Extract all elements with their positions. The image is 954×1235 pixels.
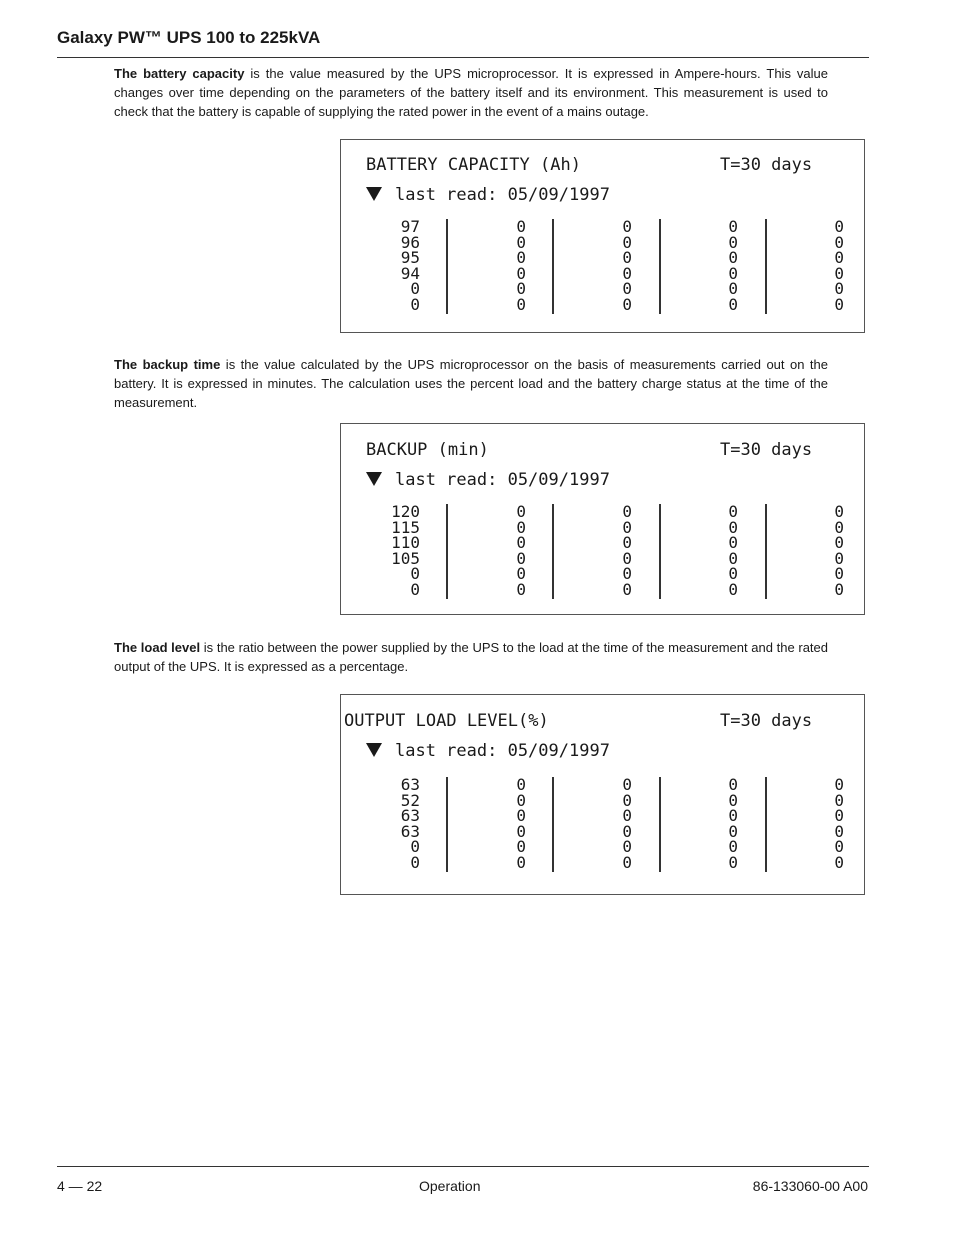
data-cell: 0 — [834, 564, 844, 583]
data-cell: 0 — [622, 248, 632, 267]
data-cell: 0 — [516, 821, 526, 841]
data-cell: 0 — [622, 790, 632, 810]
data-cell: 0 — [622, 279, 632, 298]
column-separator — [765, 777, 767, 872]
battery-capacity-panel — [340, 139, 865, 333]
data-cell: 0 — [622, 294, 632, 314]
data-cell: 0 — [834, 248, 844, 267]
data-column-5 — [804, 504, 844, 597]
data-cell: 0 — [834, 821, 844, 841]
data-cell: 0 — [728, 564, 738, 583]
data-cell: 0 — [834, 852, 844, 872]
data-cell: 0 — [516, 790, 526, 810]
data-cell: 0 — [622, 564, 632, 583]
column-separator — [446, 777, 448, 872]
data-cell: 0 — [728, 806, 738, 825]
data-cell: 0 — [834, 502, 844, 521]
data-cell: 0 — [622, 232, 632, 252]
data-cell: 0 — [728, 294, 738, 314]
data-cell: 0 — [410, 852, 420, 872]
data-cell: 0 — [834, 533, 844, 552]
data-cell: 52 — [400, 790, 420, 810]
data-cell: 0 — [834, 790, 844, 810]
load-level-paragraph — [114, 638, 828, 676]
down-triangle-icon — [366, 472, 382, 486]
data-cell: 0 — [728, 579, 738, 599]
paragraph-term: The backup time — [114, 357, 221, 372]
data-cell: 0 — [834, 232, 844, 252]
data-cell: 0 — [728, 232, 738, 252]
data-column-2 — [486, 504, 526, 597]
data-cell: 0 — [516, 548, 526, 568]
data-cell: 0 — [728, 837, 738, 856]
data-cell: 0 — [410, 564, 420, 583]
data-cell: 0 — [622, 775, 632, 794]
data-column-2 — [486, 219, 526, 312]
data-cell: 105 — [391, 548, 420, 568]
data-cell: 0 — [516, 564, 526, 583]
data-cell: 0 — [728, 852, 738, 872]
data-cell: 0 — [834, 217, 844, 236]
column-separator — [765, 504, 767, 599]
column-separator — [659, 219, 661, 314]
data-cell: 0 — [728, 533, 738, 552]
panel-period: T=30 days — [720, 711, 813, 731]
data-cell: 0 — [516, 279, 526, 298]
data-cell: 63 — [400, 775, 420, 794]
data-cell: 0 — [622, 548, 632, 568]
data-cell: 63 — [400, 821, 420, 841]
data-cell: 0 — [622, 517, 632, 537]
paragraph-text: is the ratio between the power supplied by the UPS to the load at the time of the measurement and the rated output of the UPS. It is expressed as a percentage. — [114, 640, 829, 674]
data-cell: 0 — [728, 790, 738, 810]
data-cell: 0 — [622, 579, 632, 599]
page-number: 4 — 22 — [57, 1178, 103, 1194]
paragraph-term: The load level — [114, 640, 201, 655]
paragraph-text: is the value measured by the UPS microprocessor. It is expressed in Ampere-hours. This value changes over time depending on the parameters of the battery itself and its environment. This measurement is used to check that the battery is capable of supplying the rated power in the event of a mains outage. — [114, 66, 828, 119]
data-cell: 0 — [516, 232, 526, 252]
document-title: Galaxy PW™ UPS 100 to 225kVA — [57, 28, 321, 47]
data-cell: 110 — [391, 533, 420, 552]
data-cell: 0 — [516, 502, 526, 521]
data-cell: 0 — [834, 775, 844, 794]
data-cell: 0 — [516, 217, 526, 236]
data-cell: 0 — [622, 533, 632, 552]
data-cell: 0 — [410, 294, 420, 314]
data-column-2 — [486, 777, 526, 870]
last-read-text: last read: 05/09/1997 — [395, 470, 610, 490]
data-cell: 0 — [516, 248, 526, 267]
data-cell: 0 — [516, 837, 526, 856]
data-cell: 115 — [391, 517, 420, 537]
data-cell: 0 — [728, 821, 738, 841]
panel-title: BATTERY CAPACITY (Ah) — [366, 155, 581, 175]
data-cell: 96 — [400, 232, 420, 252]
data-cell: 0 — [622, 837, 632, 856]
last-read-line — [366, 185, 610, 205]
data-cell: 0 — [622, 502, 632, 521]
data-cell: 0 — [728, 217, 738, 236]
data-column-3 — [592, 504, 632, 597]
data-cell: 0 — [622, 217, 632, 236]
data-cell: 0 — [728, 279, 738, 298]
data-cell: 0 — [834, 837, 844, 856]
battery-capacity-paragraph — [114, 64, 828, 121]
data-column-1 — [380, 504, 420, 597]
data-cell: 0 — [834, 279, 844, 298]
column-separator — [552, 777, 554, 872]
down-triangle-icon — [366, 743, 382, 757]
footer-section: Operation — [419, 1178, 481, 1194]
data-cell: 0 — [728, 263, 738, 283]
data-column-4 — [698, 219, 738, 312]
data-grid — [341, 219, 864, 315]
data-cell: 0 — [728, 548, 738, 568]
column-separator — [659, 504, 661, 599]
paragraph-term: The battery capacity — [114, 66, 245, 81]
data-cell: 0 — [410, 837, 420, 856]
data-grid — [341, 777, 864, 873]
data-column-3 — [592, 219, 632, 312]
data-cell: 0 — [516, 263, 526, 283]
column-separator — [446, 504, 448, 599]
data-cell: 0 — [516, 294, 526, 314]
footer-rule — [57, 1166, 869, 1167]
column-separator — [446, 219, 448, 314]
panel-period: T=30 days — [720, 155, 813, 175]
data-cell: 0 — [622, 852, 632, 872]
data-cell: 0 — [516, 533, 526, 552]
paragraph-text: is the value calculated by the UPS microprocessor on the basis of measurements carried out on the battery. It is expressed in minutes. The calculation uses the percent load and the battery charge status at the time of the measurement. — [114, 357, 829, 410]
last-read-text: last read: 05/09/1997 — [395, 185, 610, 205]
data-column-5 — [804, 219, 844, 312]
last-read-text: last read: 05/09/1997 — [395, 741, 610, 761]
column-separator — [765, 219, 767, 314]
column-separator — [552, 504, 554, 599]
header-rule — [57, 57, 869, 58]
last-read-line — [366, 741, 610, 761]
load-level-panel — [340, 694, 865, 895]
backup-time-paragraph — [114, 355, 828, 412]
data-cell: 0 — [622, 263, 632, 283]
data-cell: 120 — [391, 502, 420, 521]
data-cell: 0 — [410, 579, 420, 599]
data-cell: 63 — [400, 806, 420, 825]
column-separator — [552, 219, 554, 314]
data-cell: 97 — [400, 217, 420, 236]
panel-title: BACKUP (min) — [366, 440, 489, 460]
panel-title: OUTPUT LOAD LEVEL(%) — [344, 711, 549, 731]
data-cell: 0 — [728, 517, 738, 537]
document-number: 86-133060-00 A00 — [752, 1178, 868, 1194]
data-cell: 94 — [400, 263, 420, 283]
data-cell: 0 — [834, 548, 844, 568]
column-separator — [659, 777, 661, 872]
data-column-5 — [804, 777, 844, 870]
data-column-4 — [698, 777, 738, 870]
backup-time-panel — [340, 423, 865, 615]
data-cell: 0 — [834, 263, 844, 283]
data-column-4 — [698, 504, 738, 597]
data-cell: 0 — [728, 775, 738, 794]
data-column-1 — [380, 777, 420, 870]
last-read-line — [366, 470, 610, 490]
data-cell: 0 — [516, 579, 526, 599]
data-grid — [341, 504, 864, 600]
data-cell: 0 — [834, 579, 844, 599]
data-cell: 0 — [622, 821, 632, 841]
data-cell: 0 — [622, 806, 632, 825]
data-cell: 0 — [410, 279, 420, 298]
data-cell: 0 — [728, 502, 738, 521]
data-column-3 — [592, 777, 632, 870]
panel-period: T=30 days — [720, 440, 813, 460]
data-cell: 0 — [834, 294, 844, 314]
data-cell: 0 — [516, 852, 526, 872]
data-cell: 0 — [834, 806, 844, 825]
data-cell: 95 — [400, 248, 420, 267]
data-cell: 0 — [516, 806, 526, 825]
data-cell: 0 — [834, 517, 844, 537]
data-cell: 0 — [516, 775, 526, 794]
data-column-1 — [380, 219, 420, 312]
down-triangle-icon — [366, 187, 382, 201]
data-cell: 0 — [516, 517, 526, 537]
data-cell: 0 — [728, 248, 738, 267]
